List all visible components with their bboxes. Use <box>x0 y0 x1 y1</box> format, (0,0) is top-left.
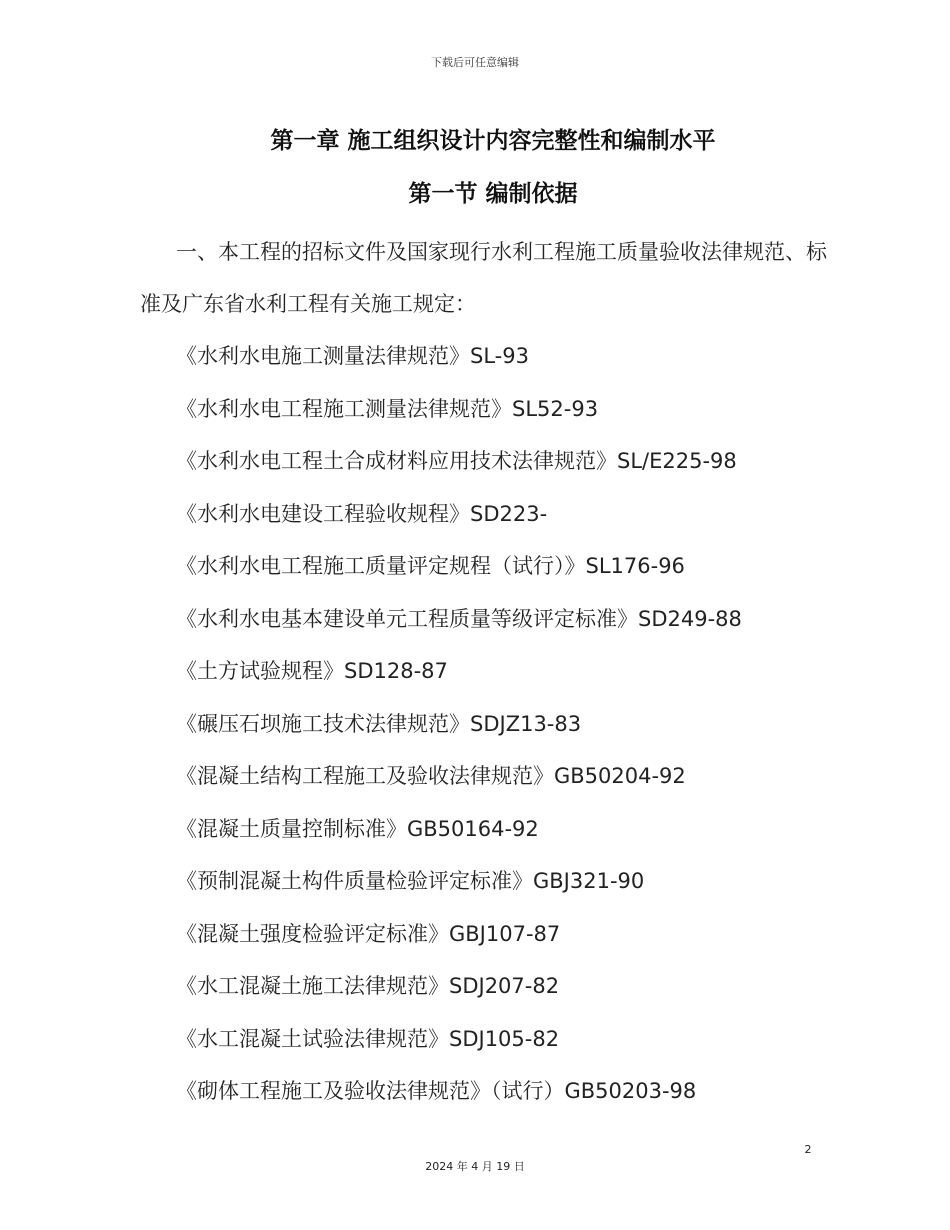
page-number: 2 <box>804 1143 812 1156</box>
section-title: 第一节 编制依据 <box>408 181 578 207</box>
reference-item: 《水利水电建设工程验收规程》SD223- <box>176 501 548 526</box>
reference-list <box>140 330 830 1118</box>
reference-item: 《水工混凝土施工法律规范》SDJ207-82 <box>176 974 560 998</box>
reference-item: 《水工混凝土试验法律规范》SDJ105-82 <box>176 1026 560 1051</box>
reference-item: 《水利水电基本建设单元工程质量等级评定标准》SD249-88 <box>176 606 742 631</box>
page-footer-date: 2024 年 4 月 19 日 <box>425 1160 525 1173</box>
reference-item: 《水利水电施工测量法律规范》SL-93 <box>176 344 529 368</box>
intro-paragraph: 一、本工程的招标文件及国家现行水利工程施工质量验收法律规范、标准及广东省水利工程有关施工规定： <box>140 240 827 316</box>
reference-item: 《预制混凝土构件质量检验评定标准》GBJ321-90 <box>176 869 645 893</box>
reference-item: 《混凝土强度检验评定标准》GBJ107-87 <box>176 921 561 946</box>
document-body <box>140 226 830 1118</box>
reference-item: 《碾压石坝施工技术法律规范》SDJZ13-83 <box>176 711 582 736</box>
reference-item: 《水利水电工程施工质量评定规程（试行）》SL176-96 <box>176 554 685 578</box>
reference-item: 《土方试验规程》SD128-87 <box>176 659 448 683</box>
chapter-title: 第一章 施工组织设计内容完整性和编制水平 <box>270 128 716 154</box>
reference-item: 《混凝土质量控制标准》GB50164-92 <box>176 816 539 841</box>
reference-item: 《砌体工程施工及验收法律规范》（试行）GB50203-98 <box>176 1079 697 1103</box>
reference-item: 《水利水电工程施工测量法律规范》SL52-93 <box>176 396 599 421</box>
reference-item: 《水利水电工程土合成材料应用技术法律规范》SL/E225-98 <box>176 449 737 473</box>
page-header-note: 下载后可任意编辑 <box>431 56 519 69</box>
reference-item: 《混凝土结构工程施工及验收法律规范》GB50204-92 <box>176 764 686 788</box>
